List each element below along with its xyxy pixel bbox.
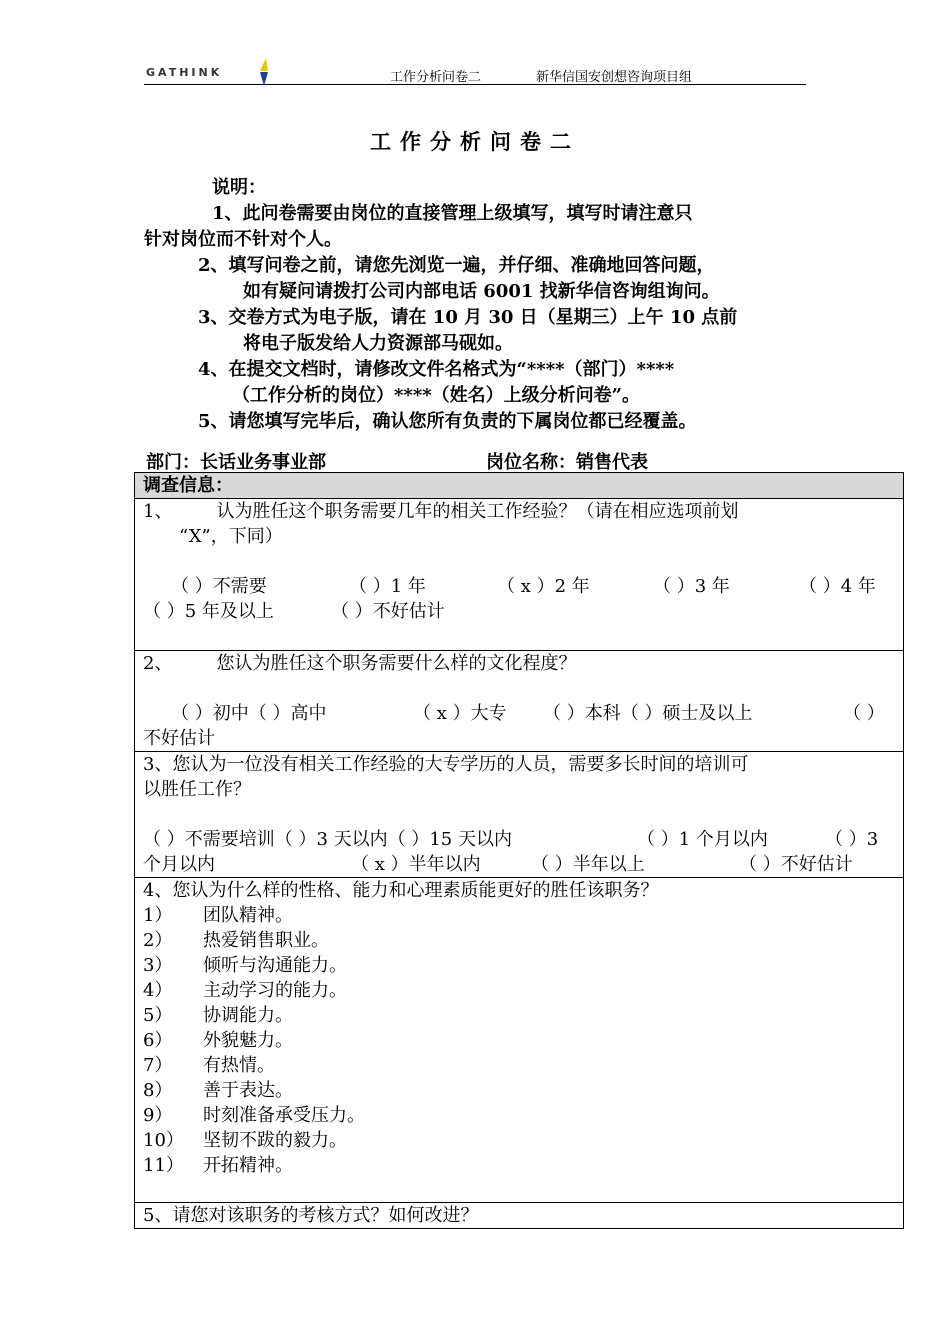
q4-trait-item xyxy=(143,1103,895,1128)
q4-trait-item xyxy=(143,1128,895,1153)
q2-text: 您认为胜任这个职务需要什么样的文化程度？ xyxy=(216,653,577,674)
q4-trait-item xyxy=(143,1078,895,1103)
q1-option-1yr[interactable]: （ ）1 年 xyxy=(349,576,426,597)
q4-trait-text: 团队精神。 xyxy=(203,905,293,926)
q1-number: 1、 xyxy=(143,501,173,522)
q4-trait-number: 3） xyxy=(143,955,173,976)
q4-trait-text: 外貌魅力。 xyxy=(203,1030,293,1051)
q3-option-3month-cont: 个月以内 xyxy=(143,854,215,875)
q3-options-row1 xyxy=(143,827,895,852)
q4-trait-text: 倾听与沟通能力。 xyxy=(203,955,347,976)
position-label: 岗位名称：销售代表 xyxy=(486,452,648,473)
q4-trait-text: 开拓精神。 xyxy=(203,1155,293,1176)
q1-option-4yr[interactable]: （ ）4 年 xyxy=(799,576,876,597)
q4-trait-item xyxy=(143,903,895,928)
q3-options-row2 xyxy=(143,852,895,877)
q4-trait-number: 11） xyxy=(143,1155,184,1176)
company-logo-text: GATHINK xyxy=(146,66,223,79)
q2-option-bachelor-master[interactable]: （ ）本科（ ）硕士及以上 xyxy=(543,703,753,724)
q4-trait-item xyxy=(143,953,895,978)
q4-trait-number: 5） xyxy=(143,1005,173,1026)
instruction-3a: 3、交卷方式为电子版，请在 10 月 30 日（星期三）上午 10 点前 xyxy=(198,307,738,328)
q1-text-2: “X”，下同） xyxy=(179,526,283,547)
instruction-3b: 将电子版发给人力资源部马砚如。 xyxy=(243,333,513,354)
q2-option-middle-high[interactable]: （ ）初中（ ）高中 xyxy=(171,703,327,724)
survey-table xyxy=(134,472,904,1229)
q3-option-short[interactable]: （ ）不需要培训（ ）3 天以内（ ）15 天以内 xyxy=(143,829,512,850)
q3-option-over-half-year[interactable]: （ ）半年以上 xyxy=(531,854,645,875)
q4-trait-text: 协调能力。 xyxy=(203,1005,293,1026)
q4-trait-text: 善于表达。 xyxy=(203,1080,293,1101)
q4-trait-text: 时刻准备承受压力。 xyxy=(203,1105,365,1126)
header-doc-name: 工作分析问卷二 xyxy=(390,70,482,85)
q1-options-row1 xyxy=(143,574,895,599)
instructions-heading: 说明： xyxy=(212,177,266,198)
q4-trait-item xyxy=(143,978,895,1003)
page-header xyxy=(144,58,806,85)
q4-trait-number: 4） xyxy=(143,980,173,1001)
question-2 xyxy=(135,651,904,752)
q4-trait-item xyxy=(143,1153,895,1178)
q1-options-row2 xyxy=(143,599,895,624)
instruction-1a: 1、此问卷需要由岗位的直接管理上级填写，填写时请注意只 xyxy=(212,203,693,224)
company-logo-icon xyxy=(256,58,272,86)
q4-trait-number: 6） xyxy=(143,1030,173,1051)
instruction-4b: （工作分析的岗位）****（姓名）上级分析问卷”。 xyxy=(232,385,641,406)
q4-trait-list xyxy=(143,903,895,1178)
question-4 xyxy=(135,878,904,1203)
q4-trait-number: 8） xyxy=(143,1080,173,1101)
q4-trait-item xyxy=(143,1003,895,1028)
q4-trait-text: 热爱销售职业。 xyxy=(203,930,329,951)
q3-option-3month[interactable]: （ ）3 xyxy=(825,829,879,850)
header-project-group: 新华信国安创想咨询项目组 xyxy=(536,70,693,85)
q1-option-3yr[interactable]: （ ）3 年 xyxy=(653,576,730,597)
q4-trait-item xyxy=(143,1028,895,1053)
instruction-4a: 4、在提交文档时，请修改文件名格式为“****（部门）**** xyxy=(198,359,675,380)
q4-trait-number: 9） xyxy=(143,1105,173,1126)
q4-trait-number: 10） xyxy=(143,1130,184,1151)
q4-trait-number: 1） xyxy=(143,905,173,926)
q4-trait-item xyxy=(143,928,895,953)
survey-heading: 调查信息： xyxy=(135,473,904,499)
page-title: 工作分析问卷二 xyxy=(370,129,580,154)
instructions xyxy=(144,175,814,435)
q4-trait-text: 坚韧不跋的毅力。 xyxy=(203,1130,347,1151)
instruction-5: 5、请您填写完毕后，确认您所有负责的下属岗位都已经覆盖。 xyxy=(198,411,697,432)
q4-text: 4、您认为什么样的性格、能力和心理素质能更好的胜任该职务？ xyxy=(143,880,659,901)
q1-option-2yr[interactable]: （ x ）2 年 xyxy=(497,576,590,597)
q1-option-none[interactable]: （ ）不需要 xyxy=(171,576,267,597)
q3-text-2: 以胜任工作？ xyxy=(143,779,251,800)
q1-option-5yr-plus[interactable]: （ ）5 年及以上 xyxy=(143,601,274,622)
q2-option-college[interactable]: （ x ）大专 xyxy=(413,703,507,724)
q2-option-unknown-box[interactable]: （ ） xyxy=(843,703,885,724)
q2-option-unknown-label: 不好估计 xyxy=(143,728,215,749)
department-label: 部门：长话业务事业部 xyxy=(146,452,326,473)
q2-number: 2、 xyxy=(143,653,173,674)
q2-options-row1 xyxy=(143,701,895,726)
q3-option-1month[interactable]: （ ）1 个月以内 xyxy=(637,829,768,850)
q4-trait-text: 主动学习的能力。 xyxy=(203,980,347,1001)
q4-trait-number: 7） xyxy=(143,1055,173,1076)
q3-option-unknown[interactable]: （ ）不好估计 xyxy=(739,854,853,875)
q4-trait-text: 有热情。 xyxy=(203,1055,275,1076)
q4-trait-number: 2） xyxy=(143,930,173,951)
q3-option-half-year[interactable]: （ x ）半年以内 xyxy=(351,854,481,875)
q1-option-unknown[interactable]: （ ）不好估计 xyxy=(331,601,445,622)
question-5 xyxy=(135,1203,904,1229)
question-3 xyxy=(135,752,904,878)
instruction-2a: 2、填写问卷之前，请您先浏览一遍，并仔细、准确地回答问题， xyxy=(198,255,715,276)
q5-text: 5、请您对该职务的考核方式？如何改进？ xyxy=(143,1205,479,1226)
q1-text: 认为胜任这个职务需要几年的相关工作经验？（请在相应选项前划 xyxy=(216,501,739,522)
instruction-1b: 针对岗位而不针对个人。 xyxy=(144,229,342,250)
q4-trait-item xyxy=(143,1053,895,1078)
question-1 xyxy=(135,499,904,651)
q3-text: 3、您认为一位没有相关工作经验的大专学历的人员，需要多长时间的培训可 xyxy=(143,754,749,775)
instruction-2b: 如有疑问请拨打公司内部电话 6001 找新华信咨询组询问。 xyxy=(243,281,720,302)
